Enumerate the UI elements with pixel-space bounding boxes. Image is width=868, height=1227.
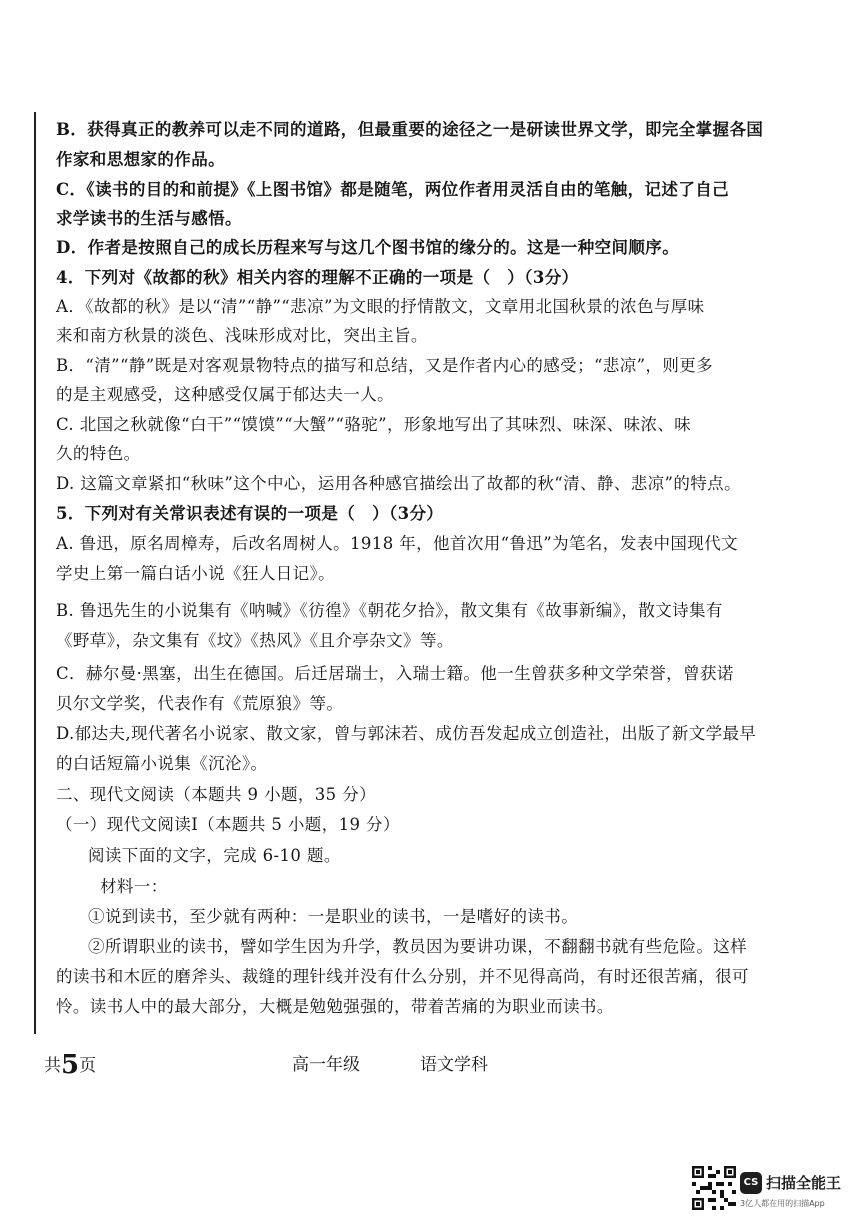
q5-option-b-line-1: B. 鲁迅先生的小说集有《呐喊》《彷徨》《朝花夕拾》，散文集有《故事新编》，散文诗集有	[56, 601, 723, 620]
q5-option-c-line-1: C．赫尔曼·黑塞，出生在德国。后迁居瑞士，入瑞士籍。他一生曾获多种文学荣誉，曾获诺	[56, 664, 734, 683]
question-4-stem: 4．下列对《故都的秋》相关内容的理解不正确的一项是（ ）（3分）	[56, 268, 579, 287]
q4-option-a-line-2: 来和南方秋景的淡色、浅味形成对比，突出主旨。	[56, 326, 428, 345]
page-count-number: 5	[61, 1050, 80, 1080]
section-2-heading: 二、现代文阅读（本题共 9 小题，35 分）	[56, 785, 377, 804]
option-d-line: D．作者是按照自己的成长历程来写与这几个图书馆的缘分的。这是一种空间顺序。	[56, 238, 680, 257]
option-c-line-2: 求学读书的生活与感悟。	[56, 209, 242, 228]
scanner-tagline: 3亿人都在用的扫描App	[740, 1199, 825, 1208]
q4-option-b-line-1: B．“清”“静”既是对客观景物特点的描写和总结，又是作者内心的感受；“悲凉”，则更多	[56, 356, 714, 375]
scanner-app-name: 扫描全能王	[766, 1174, 842, 1192]
page-count	[44, 1050, 96, 1080]
passage-paragraph-2-line-3: 怜。读书人中的最大部分，大概是勉勉强强的，带着苦痛的为职业而读书。	[56, 997, 614, 1016]
passage-paragraph-2-line-2: 的读书和木匠的磨斧头、裁缝的理针线并没有什么分别，并不见得高尚，有时还很苦痛，很可	[56, 967, 749, 986]
page-count-prefix: 共	[44, 1056, 61, 1076]
q4-option-a-line-1: A．《故都的秋》是以“清”“静”“悲凉”为文眼的抒情散文，文章用北国秋景的浓色与厚味	[56, 297, 705, 316]
question-5-stem: 5．下列对有关常识表述有误的一项是（ ）（3分）	[56, 504, 444, 523]
reading-instruction: 阅读下面的文字，完成 6-10 题。	[88, 846, 341, 865]
q5-option-a-line-2: 学史上第一篇白话小说《狂人日记》。	[56, 564, 336, 583]
q4-option-b-line-2: 的是主观感受，这种感受仅属于郁达夫一人。	[56, 385, 394, 404]
page-count-suffix: 页	[79, 1056, 97, 1076]
q4-option-c-line-2: 久的特色。	[56, 444, 141, 463]
material-1-label: 材料一：	[100, 877, 168, 896]
passage-paragraph-1: ①说到读书，至少就有两种：一是职业的读书，一是嗜好的读书。	[88, 907, 579, 926]
camscanner-logo-icon: CS	[740, 1172, 762, 1194]
qr-code-icon	[692, 1166, 736, 1210]
footer-grade: 高一年级	[292, 1055, 360, 1075]
subsection-1-heading: （一）现代文阅读Ⅰ（本题共 5 小题，19 分）	[56, 815, 400, 834]
q5-option-c-line-2: 贝尔文学奖，代表作有《荒原狼》等。	[56, 694, 344, 713]
q4-option-c-line-1: C. 北国之秋就像“白干”“馍馍”“大蟹”“骆驼”，形象地写出了其味烈、味深、味浓、味	[56, 415, 692, 434]
q5-option-b-line-2: 《野草》，杂文集有《坟》《热风》《且介亭杂文》等。	[56, 631, 454, 650]
passage-paragraph-2-line-1: ②所谓职业的读书，譬如学生因为升学，教员因为要讲功课，不翻翻书就有些危险。这样	[88, 937, 748, 956]
footer-subject: 语文学科	[420, 1055, 488, 1075]
q5-option-a-line-1: A. 鲁迅，原名周樟寿，后改名周树人。1918 年，他首次用“鲁迅”为笔名，发表中国现代文	[56, 534, 739, 553]
scanner-watermark	[692, 1166, 852, 1216]
q5-option-d-line-2: 的白话短篇小说集《沉沦》。	[56, 754, 268, 773]
option-b-line-1: B．获得真正的教养可以走不同的道路，但最重要的途径之一是研读世界文学，即完全掌握各国	[56, 120, 764, 139]
q5-option-d-line-1: D.郁达夫,现代著名小说家、散文家，曾与郭沫若、成仿吾发起成立创造社，出版了新文学最早	[56, 724, 757, 743]
q4-option-d-line: D. 这篇文章紧扣“秋味”这个中心，运用各种感官描绘出了故都的秋“清、静、悲凉”的特点。	[56, 474, 741, 493]
option-b-line-2: 作家和思想家的作品。	[56, 150, 225, 169]
option-c-line-1: C．《读书的目的和前提》《上图书馆》都是随笔，两位作者用灵活自由的笔触，记述了自己	[56, 180, 730, 199]
binding-margin-line	[34, 112, 36, 1034]
